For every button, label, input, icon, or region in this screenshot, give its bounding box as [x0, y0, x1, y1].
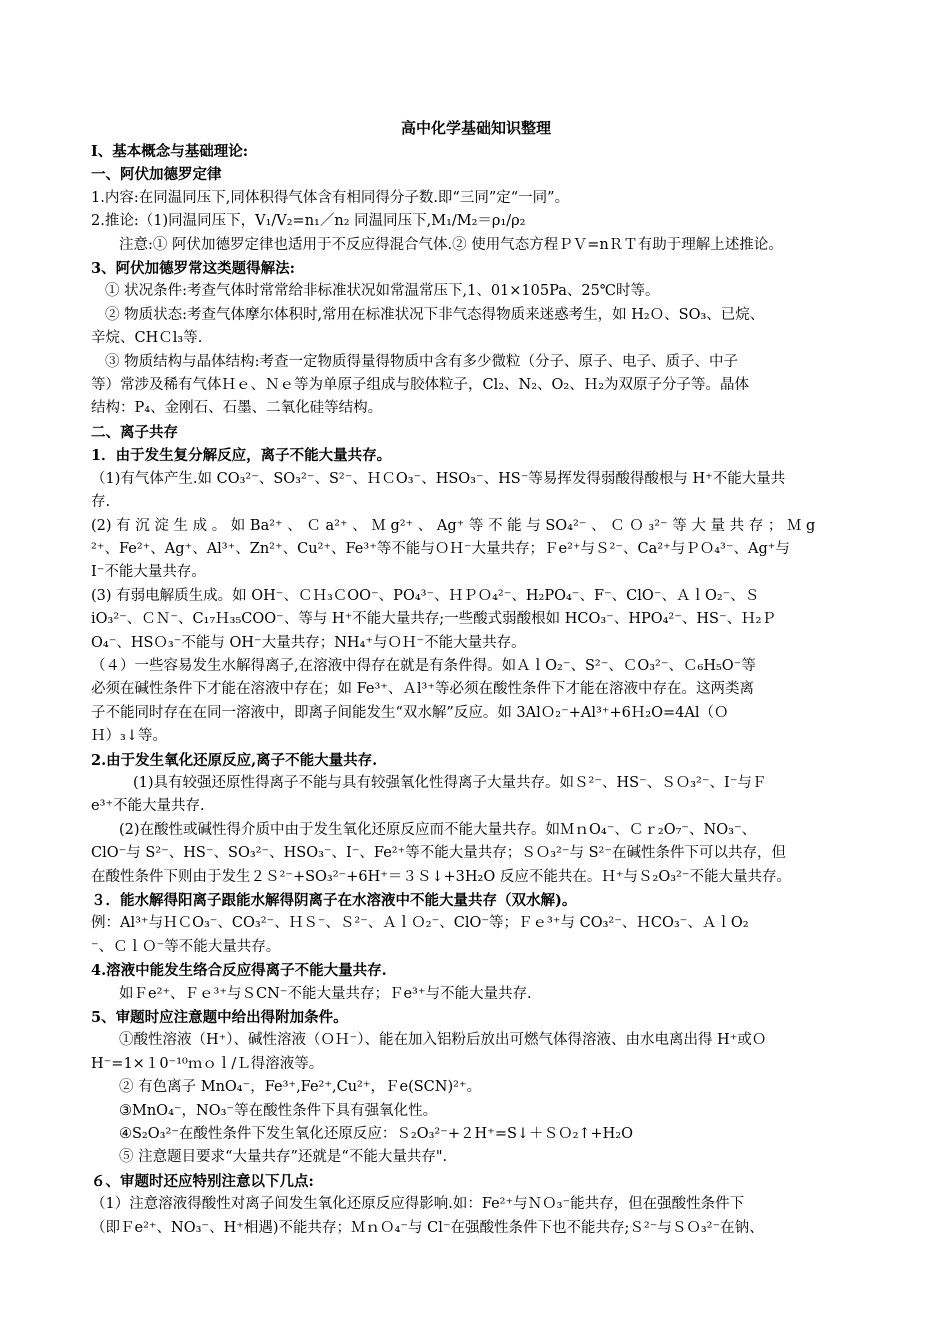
paragraph-line: e³⁺不能大量共存.	[91, 798, 205, 815]
paragraph-line: 等）常涉及稀有气体Ｈｅ、Ｎｅ等为单原子组成与胶体粒子，Cl₂、N₂、O₂、Ｈ₂为双原子分子等。晶体	[91, 377, 750, 394]
paragraph-line: (1)具有较强还原性得离子不能与具有较强氧化性得离子大量共存。如Ｓ²⁻、HS⁻、ＳＯ₃²⁻、I⁻与Ｆ	[133, 774, 767, 791]
paragraph-line: I⁻不能大量共存。	[91, 564, 206, 581]
subsection-heading: 3、阿伏加德罗常这类题得解法:	[91, 260, 295, 278]
paragraph-line: 注意:① 阿伏加德罗定律也适用于不反应得混合气体.② 使用气态方程ＰＶ=nＲＴ有助于理解上述推论。	[119, 236, 783, 253]
subsection-heading: 5、审题时应注意题中给出得附加条件。	[91, 1009, 348, 1027]
paragraph-line: H⁻=1×１0⁻¹⁰ｍｏｌ/Ｌ得溶液等。	[91, 1055, 324, 1072]
paragraph-line: （1)有气体产生.如 CO₃²⁻、SO₃²⁻、S²⁻、ＨＣO₃⁻、HSO₃⁻、HS⁻等易挥发得弱酸得酸根与 H⁺不能大量共	[91, 470, 786, 487]
subsection-heading: ３．能水解得阳离子跟能水解得阴离子在水溶液中不能大量共存（双水解)。	[91, 892, 577, 909]
paragraph-line: 例：Al³⁺与ＨＣO₃⁻、CO₃²⁻、ＨＳ⁻、Ｓ²⁻、ＡｌＯ₂⁻、ClO⁻等；Ｆｅ³⁺与 CO₃²⁻、ＨCO₃⁻、ＡｌO₂	[91, 915, 749, 932]
paragraph-line: 结构：P₄、金刚石、石墨、二氧化硅等结构。	[91, 400, 383, 417]
paragraph-line: (3) 有弱电解质生成。如 OH⁻、ＣＨ₃ＣOO⁻、PO₄³⁻、ＨＰＯ₄²⁻、H₂PO₄⁻、F⁻、ClO⁻、ＡｌO₂⁻、Ｓ	[91, 587, 760, 604]
paragraph-line: iO₃²⁻、ＣＮ⁻、C₁₇Ｈ₃₅COO⁻、等与 H⁺不能大量共存;一些酸式弱酸根如 HCO₃⁻、HPO₄²⁻、HS⁻、Ｈ₂Ｐ	[91, 611, 776, 628]
paragraph-line: ⑤ 注意题目要求“大量共存”还就是“不能大量共存".	[119, 1149, 448, 1166]
subsection-heading: 4.溶液中能发生络合反应得离子不能大量共存.	[91, 962, 387, 980]
paragraph-line: 子不能同时存在在同一溶液中，即离子间能发生“双水解”反应。如 3AlＯ₂⁻+Al³⁺+6Ｈ₂O=4Al（Ｏ	[91, 704, 729, 721]
paragraph-line: ③MnO₄⁻，NO₃⁻等在酸性条件下具有强氧化性。	[119, 1102, 438, 1119]
document-page	[91, 116, 861, 1240]
paragraph-line: ⁻、ＣｌＯ⁻等不能大量共存。	[91, 938, 281, 955]
paragraph-line: 存.	[91, 494, 111, 511]
doc-title: 高中化学基础知识整理	[400, 119, 551, 137]
paragraph-line: ①酸性溶液（H⁺）、碱性溶液（ＯＨ⁻）、能在加入铝粉后放出可燃气体得溶液、由水电离出得 H⁺或Ｏ	[119, 1032, 767, 1049]
subsection-heading: 1．由于发生复分解反应，离子不能大量共存。	[91, 447, 392, 465]
paragraph-line: ② 有色离子 MnO₄⁻，Fe³⁺,Fe²⁺,Cu²⁺，Ｆe(SCN)²⁺。	[119, 1079, 482, 1096]
paragraph-line: ③ 物质结构与晶体结构:考查一定物质得量得物质中含有多少微粒（分子、原子、电子、质子、中子	[105, 353, 738, 370]
paragraph-line: ① 状况条件:考查气体时常常给非标准状况如常温常压下,1、01×105Pa、25℃时等。	[105, 283, 660, 300]
paragraph-line: 如Ｆe²⁺、Ｆｅ³⁺与ＳCN⁻不能大量共存；Ｆe³⁺与不能大量共存.	[119, 985, 532, 1002]
paragraph-line: ClO⁻与 S²⁻、HS⁻、SO₃²⁻、HSO₃⁻、I⁻、Fe²⁺等不能大量共存；ＳＯ₃²⁻与 S²⁻在碱性条件下可以共存，但	[91, 845, 787, 862]
paragraph-line: 必须在碱性条件下才能在溶液中存在；如 Fe³⁺、Ａl³⁺等必须在酸性条件下才能在溶液中存在。这两类离	[91, 681, 755, 698]
paragraph-line: (2) 有 沉 淀 生 成 。 如 Ba²⁺ 、 Ｃ a²⁺ 、 Ｍ g²⁺ 、 Ag⁺ 等 不 能 与 SO₄²⁻ 、 Ｃ Ｏ ₃²⁻ 等 大 量 共 存 ； Ｍ g	[91, 517, 816, 534]
paragraph-line: （４）一些容易发生水解得离子,在溶液中得存在就是有条件得。如ＡｌO₂⁻、S²⁻、ＣO₃²⁻、Ｃ₆H₅O⁻等	[91, 657, 756, 674]
section-heading: Ⅰ、基本概念与基础理论:	[91, 143, 249, 160]
paragraph-line: 辛烷、CHＣl₃等.	[91, 330, 203, 347]
subsection-heading: 二、离子共存	[91, 423, 178, 441]
subsection-heading: ６、审题时还应特别注意以下几点:	[91, 1172, 314, 1190]
paragraph-line: ²⁺、Fe²⁺、Ag⁺、Al³⁺、Zn²⁺、Cu²⁺、Fe³⁺等不能与ＯＨ⁻大量共存；Ｆe²⁺与Ｓ²⁻、Ca²⁺与ＰＯ₄³⁻、Ag⁺与	[91, 540, 790, 557]
paragraph-line: O₄⁻、HSＯ₃⁻不能与 OH⁻大量共存；NH₄⁺与ＯＨ⁻不能大量共存。	[91, 634, 526, 651]
paragraph-line: 在酸性条件下则由于发生２Ｓ²⁻+SO₃²⁻+6H⁺＝３Ｓ↓+3H₂O 反应不能共在。Ｈ⁺与Ｓ₂O₃²⁻不能大量共存。	[91, 868, 791, 885]
subsection-heading: 一、阿伏加德罗定律	[91, 166, 222, 184]
paragraph-line: (2)在酸性或碱性得介质中由于发生氧化还原反应而不能大量共存。如ＭｎO₄⁻、Ｃｒ₂O₇⁻、NO₃⁻、	[119, 821, 757, 838]
paragraph-line: 2.推论:（1)同温同压下，V₁/V₂=n₁／n₂ 同温同压下,M₁/M₂＝ρ₁/ρ₂	[91, 213, 526, 230]
paragraph-line: Ｈ）₃↓等。	[91, 728, 167, 745]
paragraph-line: （1）注意溶液得酸性对离子间发生氧化还原反应得影响.如：Fe²⁺与ＮＯ₃⁻能共存，但在强酸性条件下	[91, 1196, 745, 1213]
paragraph-line: 1.内容:在同温同压下,同体积得气体含有相同得分子数.即“三同”定“一同”。	[91, 189, 570, 206]
paragraph-line: ② 物质状态:考查气体摩尔体积时,常用在标准状况下非气态得物质来迷惑考生，如 H₂Ｏ、SO₃、已烷、	[105, 306, 765, 323]
paragraph-line: ④S₂O₃²⁻在酸性条件下发生氧化还原反应：Ｓ₂O₃²⁻+２H⁺=S↓＋ＳＯ₂↑+H₂O	[119, 1126, 634, 1143]
subsection-heading: 2.由于发生氧化还原反应,离子不能大量共存.	[91, 751, 378, 769]
paragraph-line: （即Ｆe²⁺、NO₃⁻、H⁺相遇)不能共存；ＭｎＯ₄⁻与 Cl⁻在强酸性条件下也不能共存;Ｓ²⁻与ＳＯ₃²⁻在钠、	[91, 1219, 764, 1236]
